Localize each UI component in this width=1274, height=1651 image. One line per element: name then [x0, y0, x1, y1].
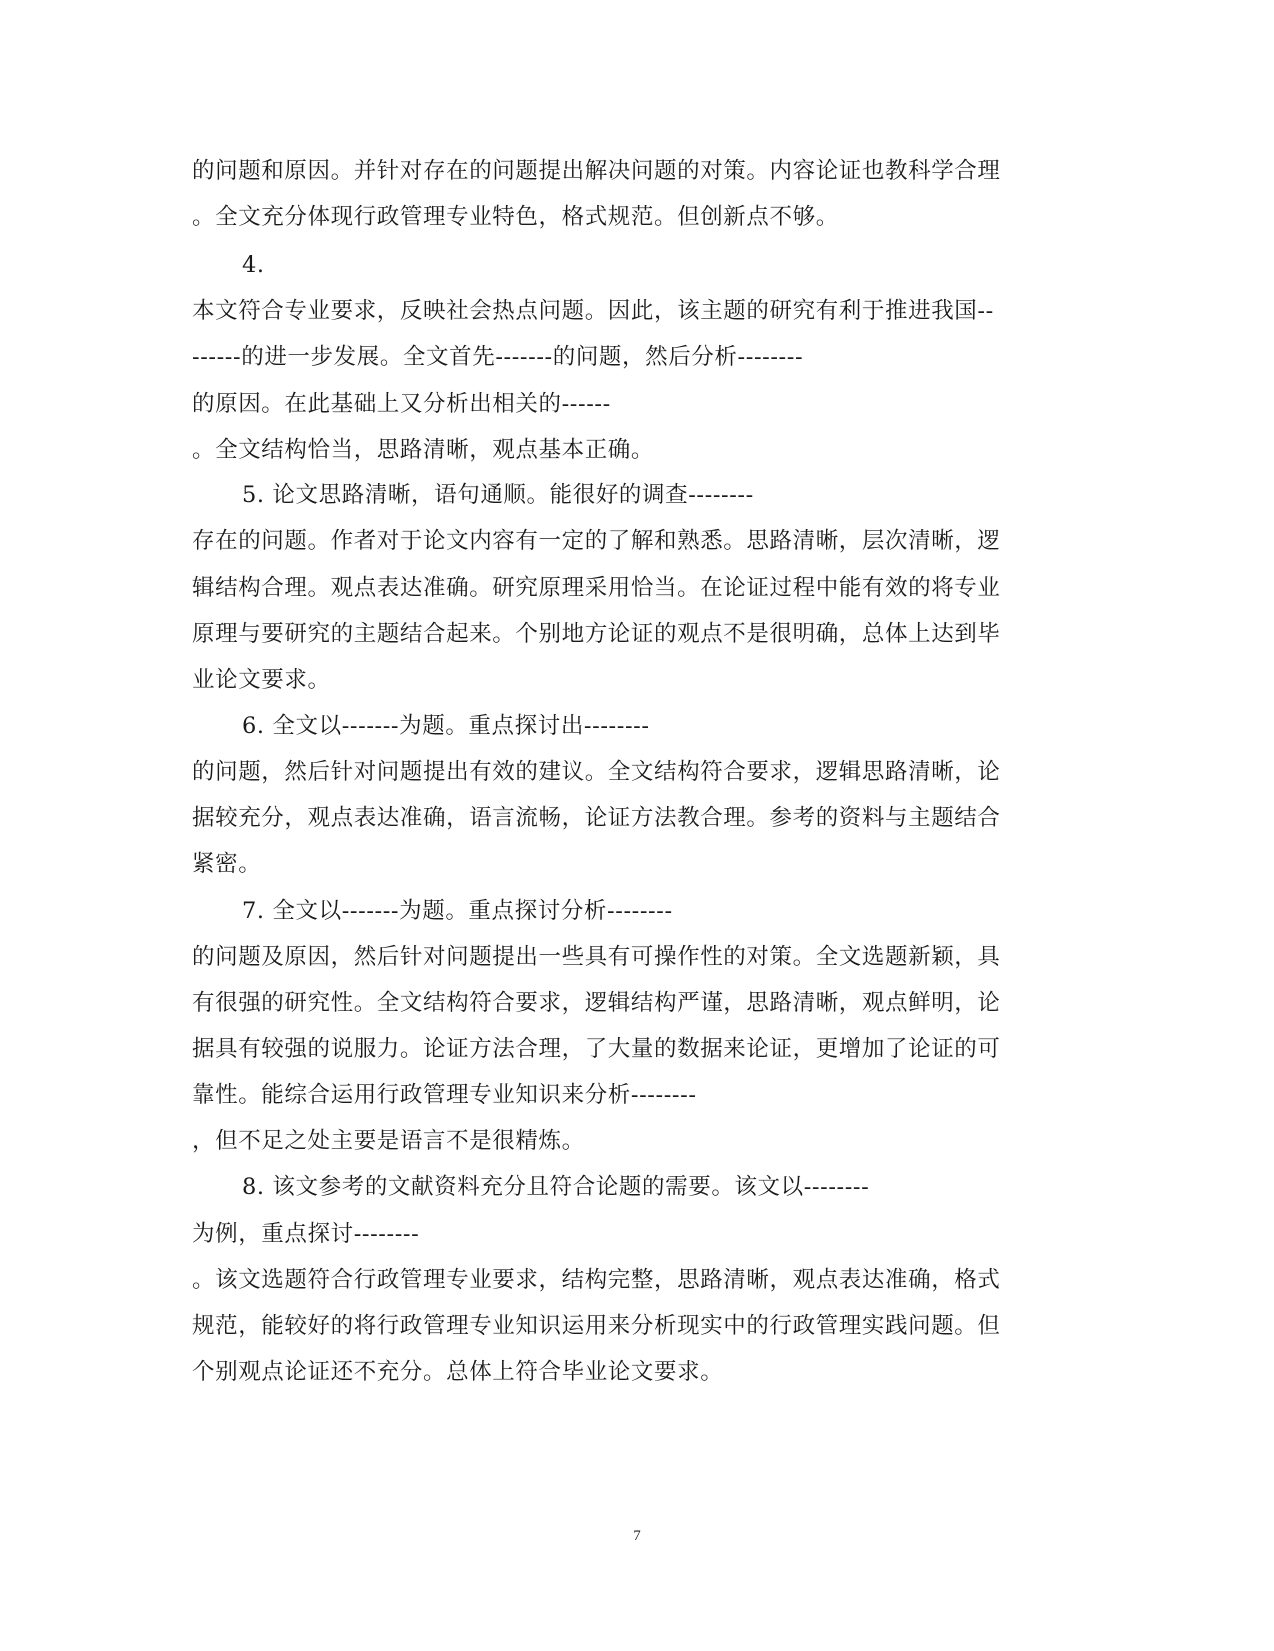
item-number: 4.: [242, 252, 265, 278]
text-line: 为例，重点探讨--------: [192, 1221, 420, 1247]
text-line: 据较充分，观点表达准确，语言流畅，论证方法教合理。参考的资料与主题结合: [192, 805, 1001, 831]
text-line: 。全文充分体现行政管理专业特色，格式规范。但创新点不够。: [192, 204, 839, 230]
text-line: ------的进一步发展。全文首先-------的问题，然后分析--------: [192, 344, 804, 370]
text-line: 规范，能较好的将行政管理专业知识运用来分析现实中的行政管理实践问题。但: [192, 1313, 1001, 1339]
item-line: 6. 全文以-------为题。重点探讨出--------: [242, 713, 650, 739]
item-line: 7. 全文以-------为题。重点探讨分析--------: [242, 898, 673, 924]
text-line: 原理与要研究的主题结合起来。个别地方论证的观点不是很明确，总体上达到毕: [192, 621, 1001, 647]
text-line: 有很强的研究性。全文结构符合要求，逻辑结构严谨，思路清晰，观点鲜明，论: [192, 990, 1001, 1016]
text-line: 的问题及原因，然后针对问题提出一些具有可操作性的对策。全文选题新颖，具: [192, 944, 1001, 970]
page-number: 7: [633, 1528, 641, 1544]
text-line: 的原因。在此基础上又分析出相关的------: [192, 391, 611, 417]
text-line: 本文符合专业要求，反映社会热点问题。因此，该主题的研究有利于推进我国--: [192, 298, 994, 324]
text-line: 的问题，然后针对问题提出有效的建议。全文结构符合要求，逻辑思路清晰，论: [192, 759, 1001, 785]
text-line: 据具有较强的说服力。论证方法合理，了大量的数据来论证，更增加了论证的可: [192, 1036, 1001, 1062]
text-line: 个别观点论证还不充分。总体上符合毕业论文要求。: [192, 1359, 724, 1385]
item-line: 5. 论文思路清晰，语句通顺。能很好的调查--------: [242, 482, 754, 508]
text-line: 存在的问题。作者对于论文内容有一定的了解和熟悉。思路清晰，层次清晰，逻: [192, 528, 1001, 554]
text-line: 靠性。能综合运用行政管理专业知识来分析--------: [192, 1082, 697, 1108]
text-line: 辑结构合理。观点表达准确。研究原理采用恰当。在论证过程中能有效的将专业: [192, 575, 1001, 601]
text-line: 。全文结构恰当，思路清晰，观点基本正确。: [192, 437, 655, 463]
text-line: 的问题和原因。并针对存在的问题提出解决问题的对策。内容论证也教科学合理: [192, 158, 1001, 184]
item-line: 8. 该文参考的文献资料充分且符合论题的需要。该文以--------: [242, 1174, 870, 1200]
text-line: ，但不足之处主要是语言不是很精炼。: [192, 1128, 585, 1154]
text-line: 业论文要求。: [192, 667, 331, 693]
text-line: 紧密。: [192, 851, 262, 877]
text-line: 。该文选题符合行政管理专业要求，结构完整，思路清晰，观点表达准确，格式: [192, 1267, 1001, 1293]
